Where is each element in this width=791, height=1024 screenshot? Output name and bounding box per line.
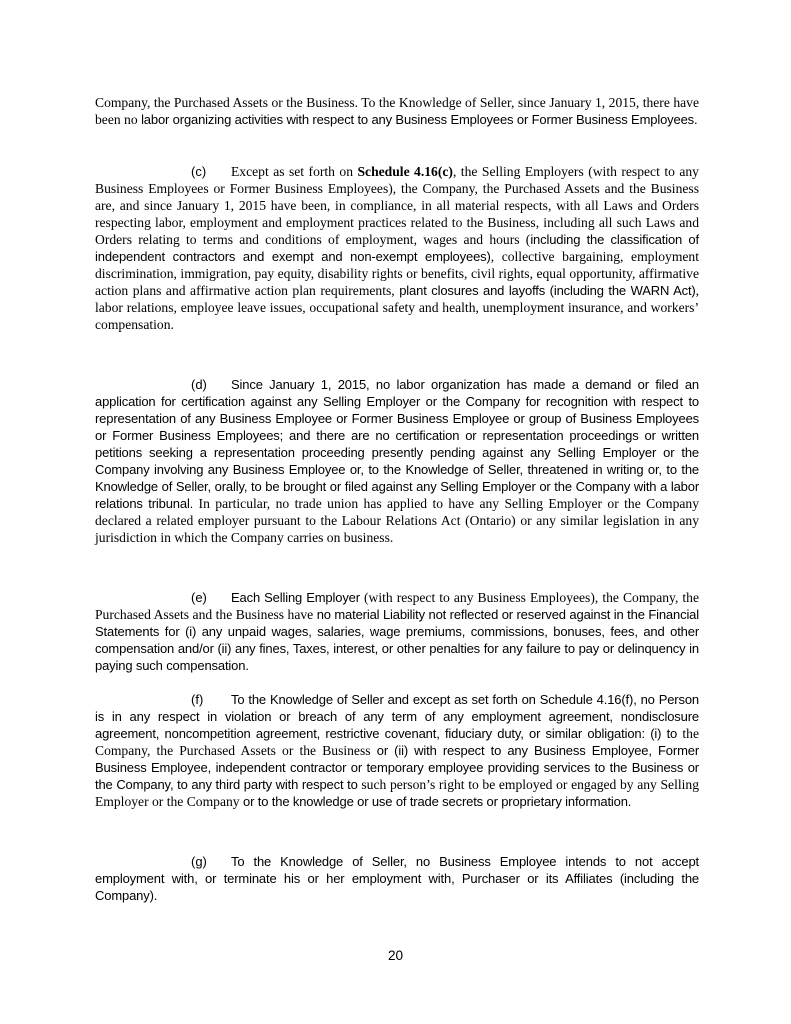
paragraph-f	[95, 691, 699, 810]
text-run: Company, the Purchased Assets or the Business. To the Knowledge of Seller, since January 1, 2015, there have been no	[95, 95, 699, 127]
text-run: or to the knowledge or use of trade secrets or proprietary information.	[239, 794, 632, 809]
paragraph-c	[95, 163, 699, 333]
text-run: Except as set forth on	[231, 164, 358, 179]
paragraph-d	[95, 376, 699, 546]
text-run: To the Knowledge of Seller and except as set forth on Schedule 4.16(f), no Person is in any respect in violation or breach of any term of any employment agreement, nondisclosure agreement, noncompetition agreement, restrictive covenant, fiduciary duty, or similar obligation: (i) to	[95, 692, 699, 741]
text-run: , labor relations, employee leave issues, occupational safety and health, unemployment insurance, and workers’ compensation.	[95, 283, 699, 332]
paragraph-marker: (f)	[191, 692, 204, 707]
text-run: In particular, no trade union has applied to have any Selling Employer or the Company declared a related employer pursuant to the Labour Relations Act (Ontario) or any similar legislation in any jurisdiction in which the Company carries on business.	[95, 496, 699, 545]
text-run: no material Liability not reflected or reserved against in the Financial Statements for (i) any unpaid wages, salaries, wage premiums, commissions, bonuses, fees, and other compensation and/or (ii) any fines, Taxes, interest, or other penalties for any failure to pay or delinquency in paying such compensation.	[95, 607, 699, 673]
text-run: (with respect to any Business Employees), the Company, the Purchased Assets and the Business have	[95, 590, 699, 622]
text-run: , collective bargaining, employment discrimination, immigration, pay equity, disability rights or benefits, civil rights, equal opportunity, affirmative action plans and affirmative action plan requirements,	[95, 249, 699, 298]
text-run: To the Knowledge of Seller, no Business Employee intends to not accept employment with, or terminate his or her employment with, Purchaser or its Affiliates (including the Company).	[95, 854, 699, 903]
paragraph-e	[95, 589, 699, 674]
text-run: Each Selling Employer	[231, 590, 360, 605]
text-run: plant closures and layoffs (including the WARN Act)	[399, 283, 696, 298]
text-run: Since January 1, 2015, no labor organization has made a demand or filed an application for certification against any Selling Employer or the Company for recognition with respect to representation of any Business Employee or Former Business Employee or group of Business Employees or Former Business Employees; and there are no certification or representation proceedings or written petitions seeking a representation proceeding presently pending against any Selling Employer or the Company involving any Business Employee or, to the Knowledge of Seller, threatened in writing or, to the Knowledge of Seller, orally, to be brought or filed against any Selling Employer or the Company with a labor relations tribunal.	[95, 377, 699, 511]
text-run: including the classification of independent contractors and exempt and non-exempt employees)	[95, 232, 699, 264]
page-number: 20	[387, 948, 404, 963]
paragraph-marker: (g)	[191, 854, 207, 869]
text-run: the Company, the Purchased Assets or the Business	[95, 726, 699, 758]
text-run: labor organizing activities with respect to any Business Employees or Former Business Employees.	[141, 112, 698, 127]
paragraph-marker: (d)	[191, 377, 207, 392]
schedule-reference: Schedule 4.16(c)	[357, 164, 453, 179]
paragraph-b-continuation	[95, 94, 699, 128]
paragraph-marker: (e)	[191, 590, 207, 605]
paragraph-marker: (c)	[191, 164, 207, 179]
paragraph-g	[95, 853, 699, 904]
text-run: or (ii) with respect to any Business Employee, Former Business Employee, independent contractor or temporary employee providing services to the Business or the Company, to any third party with respect to	[95, 743, 700, 792]
text-run: , the Selling Employers (with respect to any Business Employees or Former Business Employees), the Company, the Purchased Assets and the Business are, and since January 1, 2015 have been, in compliance, in all material respects, with all Laws and Orders respecting labor, employment and employment practices related to the Business, including all such Laws and Orders relating to terms and conditions of employment, wages and hours (	[95, 164, 699, 247]
text-run: such person’s right to be employed or engaged by any Selling Employer or the Company	[95, 777, 700, 809]
